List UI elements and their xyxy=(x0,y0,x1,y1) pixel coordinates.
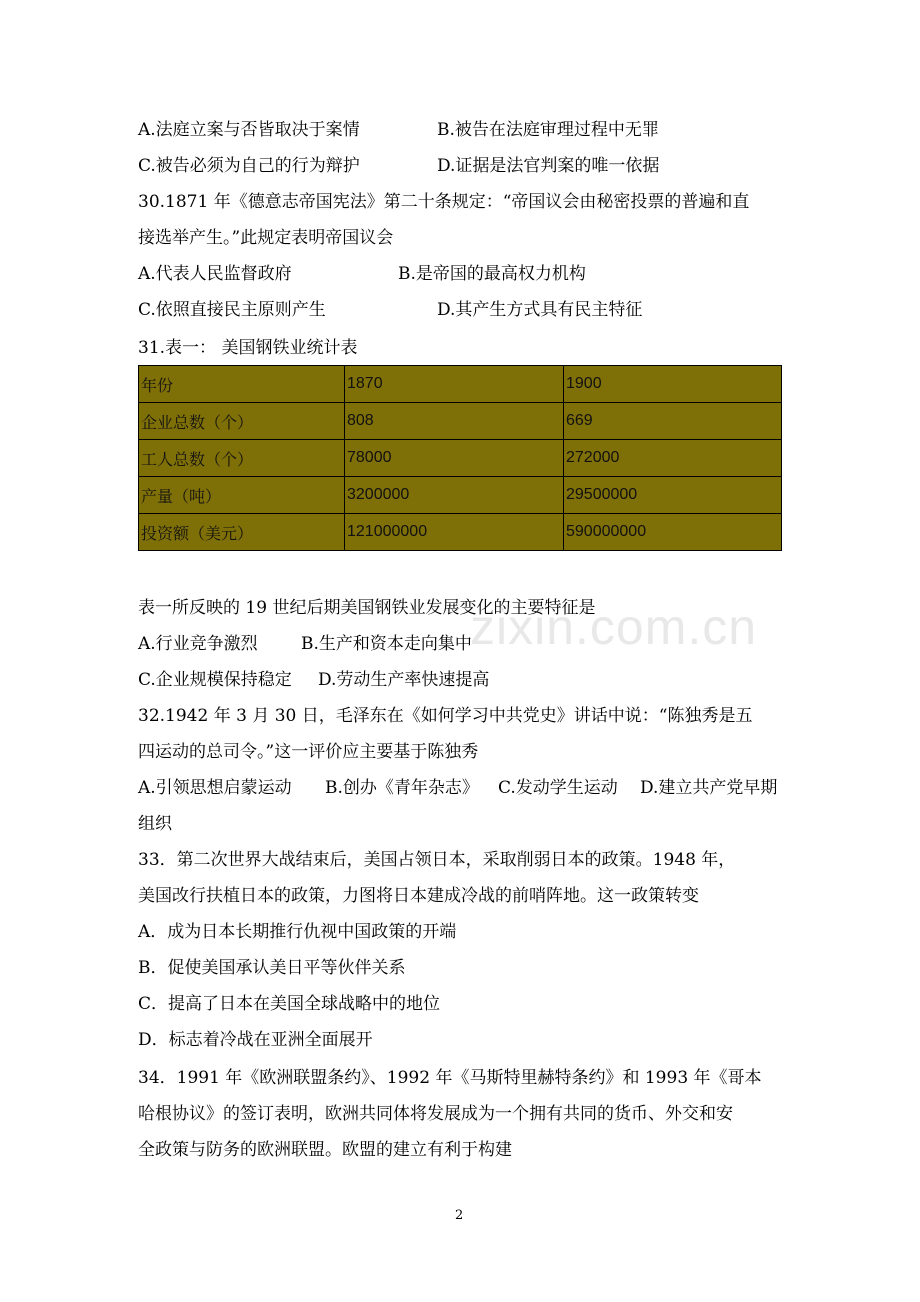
q34-stem-line2: 哈根协议》的签订表明，欧洲共同体将发展成为一个拥有共同的货币、外交和安 xyxy=(138,1104,733,1124)
q29-option-a: A.法庭立案与否皆取决于案情 xyxy=(138,120,360,140)
table-cell: 投资额（美元） xyxy=(139,514,345,551)
q30-stem-line2: 接选举产生。”此规定表明帝国议会 xyxy=(138,228,394,248)
q32-option-d-continued: 组织 xyxy=(138,814,172,834)
q29-option-c: C.被告必须为自己的行为辩护 xyxy=(138,156,360,176)
table-cell: 272000 xyxy=(564,440,782,477)
table-cell: 3200000 xyxy=(345,477,564,514)
q33-option-d: D．标志着冷战在亚洲全面展开 xyxy=(138,1030,373,1050)
table-row xyxy=(139,440,782,477)
q31-option-a: A.行业竞争激烈 xyxy=(138,634,258,654)
q32-stem-line2: 四运动的总司令。”这一评价应主要基于陈独秀 xyxy=(138,742,479,762)
q33-stem-line1: 33．第二次世界大战结束后，美国占领日本，采取削弱日本的政策。1948 年， xyxy=(138,850,736,870)
table-cell: 121000000 xyxy=(345,514,564,551)
q33-option-c: C．提高了日本在美国全球战略中的地位 xyxy=(138,994,441,1014)
watermark: zixin.com.cn xyxy=(470,599,758,655)
q34-stem-line1: 34．1991 年《欧洲联盟条约》、1992 年《马斯特里赫特条约》和 1993 年《哥本 xyxy=(138,1068,762,1088)
q32-stem-line1: 32.1942 年 3 月 30 日，毛泽东在《如何学习中共党史》讲话中说：“陈独秀是五 xyxy=(138,706,753,726)
table-row xyxy=(139,477,782,514)
table-cell: 78000 xyxy=(345,440,564,477)
q29-option-b: B.被告在法庭审理过程中无罪 xyxy=(437,120,659,140)
table-cell: 年份 xyxy=(139,366,345,403)
table-row xyxy=(139,514,782,551)
q31-option-c: C.企业规模保持稳定 xyxy=(138,670,292,690)
table-row xyxy=(139,366,782,403)
q32-option-b: B.创办《青年杂志》 xyxy=(325,778,479,798)
q32-option-a: A.引领思想启蒙运动 xyxy=(138,778,292,798)
q30-option-d: D.其产生方式具有民主特征 xyxy=(437,300,643,320)
steel-statistics-table xyxy=(138,365,782,551)
q32-option-d: D.建立共产党早期 xyxy=(640,778,778,798)
table-cell: 1900 xyxy=(564,366,782,403)
q30-option-a: A.代表人民监督政府 xyxy=(138,264,292,284)
page-number: 2 xyxy=(455,1208,464,1223)
q33-stem-line2: 美国改行扶植日本的政策，力图将日本建成冷战的前哨阵地。这一政策转变 xyxy=(138,886,699,906)
q31-option-b: B.生产和资本走向集中 xyxy=(301,634,472,654)
table-cell: 590000000 xyxy=(564,514,782,551)
table-cell: 工人总数（个） xyxy=(139,440,345,477)
q34-stem-line3: 全政策与防务的欧洲联盟。欧盟的建立有利于构建 xyxy=(138,1140,512,1160)
q30-option-b: B.是帝国的最高权力机构 xyxy=(398,264,586,284)
q29-option-d: D.证据是法官判案的唯一依据 xyxy=(437,156,660,176)
q30-option-c: C.依照直接民主原则产生 xyxy=(138,300,326,320)
table-row xyxy=(139,403,782,440)
table-cell: 808 xyxy=(345,403,564,440)
table-cell: 1870 xyxy=(345,366,564,403)
table-cell: 产量（吨） xyxy=(139,477,345,514)
q33-option-b: B．促使美国承认美日平等伙伴关系 xyxy=(138,958,406,978)
table-cell: 669 xyxy=(564,403,782,440)
table-cell: 企业总数（个） xyxy=(139,403,345,440)
q32-option-c: C.发动学生运动 xyxy=(498,778,618,798)
q31-option-d: D.劳动生产率快速提高 xyxy=(318,670,490,690)
q31-stem: 表一所反映的 19 世纪后期美国钢铁业发展变化的主要特征是 xyxy=(138,598,596,618)
q33-option-a: A．成为日本长期推行仇视中国政策的开端 xyxy=(138,922,457,942)
q31-caption: 31.表一： 美国钢铁业统计表 xyxy=(138,338,358,358)
q30-stem-line1: 30.1871 年《德意志帝国宪法》第二十条规定：“帝国议会由秘密投票的普遍和直 xyxy=(138,192,750,212)
table-cell: 29500000 xyxy=(564,477,782,514)
